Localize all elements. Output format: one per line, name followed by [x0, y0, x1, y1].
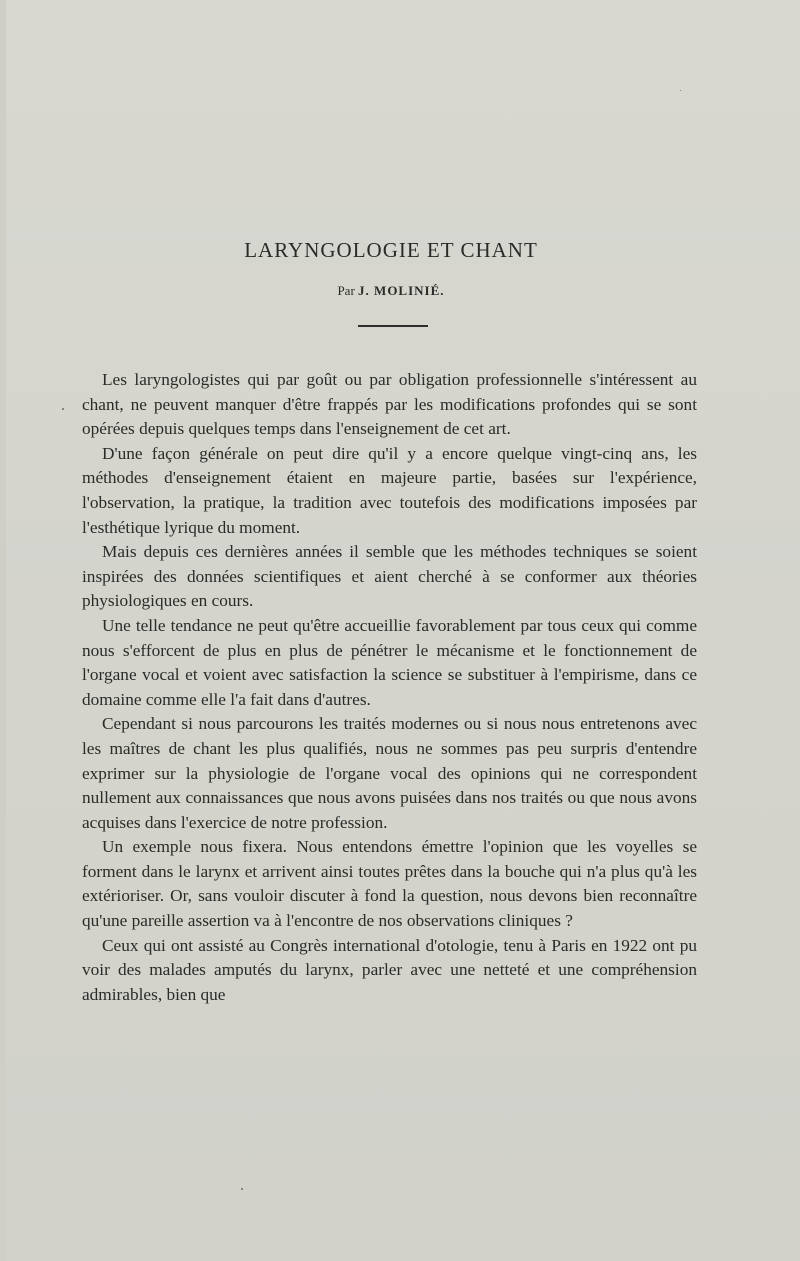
author-name: J. MOLINIÉ. — [358, 283, 445, 298]
byline-prefix: Par — [337, 283, 355, 298]
paragraph: Mais depuis ces dernières années il semble que les méthodes techniques se soient inspirées des données scientifiques et aient cherché à se conformer aux théories physiologiques en cours. — [82, 542, 697, 611]
paragraph: Ceux qui ont assisté au Congrès international d'otologie, tenu à Paris en 1922 ont pu voir des malades amputés du larynx, parler avec une netteté et une compréhension admirables, bien que — [82, 935, 697, 1004]
article-title: LARYNGOLOGIE ET CHANT — [244, 238, 538, 262]
paragraph: Une telle tendance ne peut qu'être accueillie favorablement par tous ceux qui comme nous s'efforcent de plus en plus de pénétrer le mécanisme et le fonctionnement de l'organe vocal et voient avec satisfaction la science se substituer à l'empirisme, dans ce domaine comme elle l'a fait dans d'autres. — [82, 615, 697, 709]
page-edge — [0, 0, 6, 1261]
paper-speck — [680, 90, 681, 91]
paragraph: Un exemple nous fixera. Nous entendons émettre l'opinion que les voyelles se forment dans le larynx et arrivent ainsi toutes prêtes dans la bouche qui n'a plus qu'à les extérioriser. Or, sans vouloir discuter à fond la question, nous devons bien reconnaître qu'une pareille assertion va à l'encontre de nos observations cliniques ? — [82, 837, 697, 931]
paragraph: D'une façon générale on peut dire qu'il y a encore quelque vingt-cinq ans, les méthodes d'enseignement étaient en majeure partie, basées sur l'expérience, l'observation, la pratique, la tradition avec toutefois des modifications imposées par l'esthétique lyrique du moment. — [82, 443, 697, 537]
byline — [0, 283, 782, 299]
paper-speck — [241, 1188, 243, 1190]
paper-speck — [62, 408, 64, 410]
paragraph: Les laryngologistes qui par goût ou par obligation professionnelle s'intéressent au chant, ne peuvent manquer d'être frappés par les modifications profondes qui se sont opérées depuis quelques temps dans l'enseignement de cet art. — [82, 370, 697, 439]
article-body — [82, 368, 697, 1007]
paragraph: Cependant si nous parcourons les traités modernes ou si nous nous entretenons avec les maîtres de chant les plus qualifiés, nous ne sommes pas peu surpris d'entendre exprimer sur la physiologie de l'organe vocal des opinions qui ne correspondent nullement aux connaissances que nous avons puisées dans nos traités ou que nous avons acquises dans l'exercice de notre profession. — [82, 714, 697, 832]
title-divider — [358, 325, 428, 327]
